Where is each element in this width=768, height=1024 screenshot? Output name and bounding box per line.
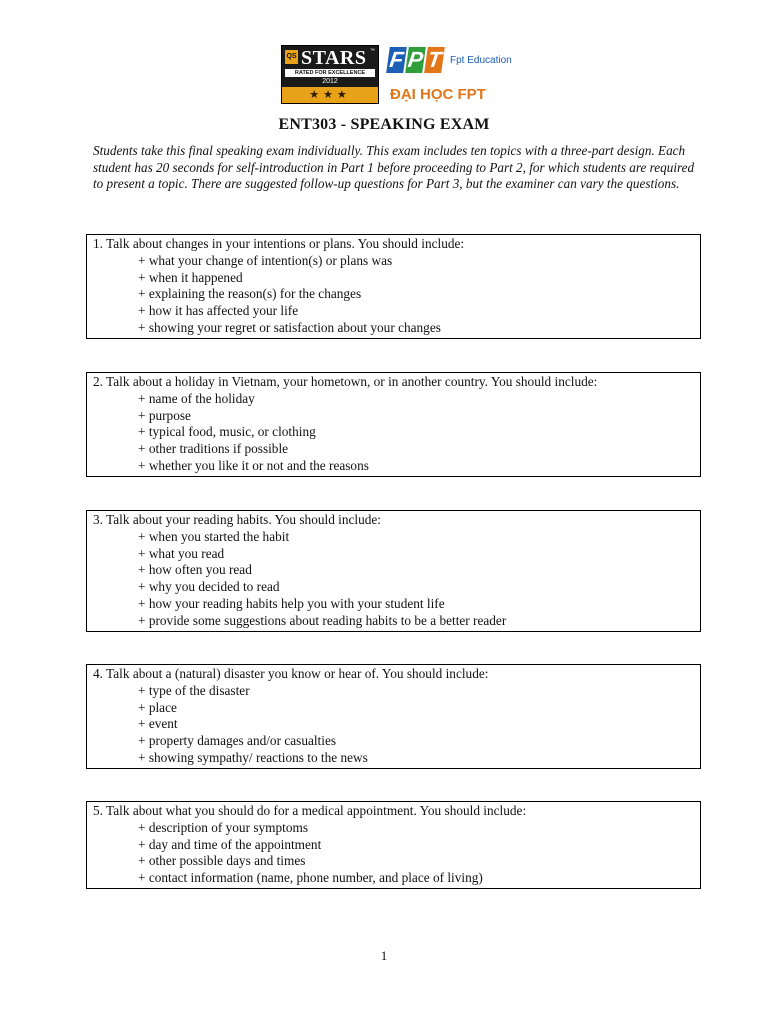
list-item: + how your reading habits help you with your student life [138, 596, 694, 613]
list-item: + whether you like it or not and the reasons [138, 458, 694, 475]
fpt-education-label: Fpt Education [450, 55, 512, 66]
topic-heading: 2. Talk about a holiday in Vietnam, your hometown, or in another country. You should include: [93, 374, 598, 389]
list-item: + day and time of the appointment [138, 837, 694, 854]
fpt-letter-p: P [406, 47, 425, 72]
qs-badge: QS [285, 50, 298, 64]
page-number: 1 [380, 948, 388, 963]
document-title: ENT303 - SPEAKING EXAM [278, 116, 490, 133]
topic-heading: 4. Talk about a (natural) disaster you know or hear of. You should include: [93, 666, 489, 681]
topic-item-list [93, 683, 694, 767]
exam-introduction: Students take this final speaking exam individually. This exam includes ten topics with a three-part design. Each student has 20 seconds for self-introduction in Part 1 before proceeding to Part 2, for which students are required to present a topic. There are suggested follow-up questions for Part 3, but the examiner can vary the questions. [93, 143, 695, 192]
list-item: + purpose [138, 408, 694, 425]
topic-heading: 1. Talk about changes in your intentions or plans. You should include: [93, 236, 465, 251]
stars-year: 2012 [322, 78, 338, 85]
list-item: + other traditions if possible [138, 441, 694, 458]
list-item: + when you started the habit [138, 529, 694, 546]
list-item: + how it has affected your life [138, 303, 694, 320]
topic-box-2 [86, 372, 701, 477]
stars-subtitle: RATED FOR EXCELLENCE [285, 69, 375, 77]
list-item: + event [138, 716, 694, 733]
list-item: + provide some suggestions about reading habits to be a better reader [138, 613, 694, 630]
topic-heading: 5. Talk about what you should do for a medical appointment. You should include: [93, 803, 527, 818]
topic-item-list [93, 253, 694, 337]
list-item: + explaining the reason(s) for the changes [138, 286, 694, 303]
list-item: + other possible days and times [138, 853, 694, 870]
fpt-letter-f: F [388, 47, 406, 72]
list-item: + what your change of intention(s) or plans was [138, 253, 694, 270]
topic-heading: 3. Talk about your reading habits. You should include: [93, 512, 382, 527]
fpt-education-logo [388, 47, 518, 103]
list-item: + description of your symptoms [138, 820, 694, 837]
header-logos [0, 45, 768, 105]
list-item: + type of the disaster [138, 683, 694, 700]
list-item: + contact information (name, phone number, and place of living) [138, 870, 694, 887]
list-item: + how often you read [138, 562, 694, 579]
topic-item-list [93, 820, 694, 887]
topic-box-3 [86, 510, 701, 632]
fpt-university-label: ĐẠI HỌC FPT [390, 86, 486, 103]
stars-rating: ★★★ [282, 87, 378, 103]
topic-box-4 [86, 664, 701, 769]
list-item: + what you read [138, 546, 694, 563]
qs-stars-logo [281, 45, 379, 104]
list-item: + name of the holiday [138, 391, 694, 408]
list-item: + property damages and/or casualties [138, 733, 694, 750]
topic-item-list [93, 391, 694, 475]
stars-wordmark: STARS [301, 47, 367, 69]
topic-box-1 [86, 234, 701, 339]
list-item: + when it happened [138, 270, 694, 287]
fpt-letter-t: T [426, 47, 444, 72]
topic-item-list [93, 529, 694, 630]
list-item: + showing sympathy/ reactions to the news [138, 750, 694, 767]
trademark-mark: ™ [370, 48, 375, 54]
topic-box-5 [86, 801, 701, 889]
list-item: + typical food, music, or clothing [138, 424, 694, 441]
list-item: + why you decided to read [138, 579, 694, 596]
list-item: + place [138, 700, 694, 717]
list-item: + showing your regret or satisfaction about your changes [138, 320, 694, 337]
